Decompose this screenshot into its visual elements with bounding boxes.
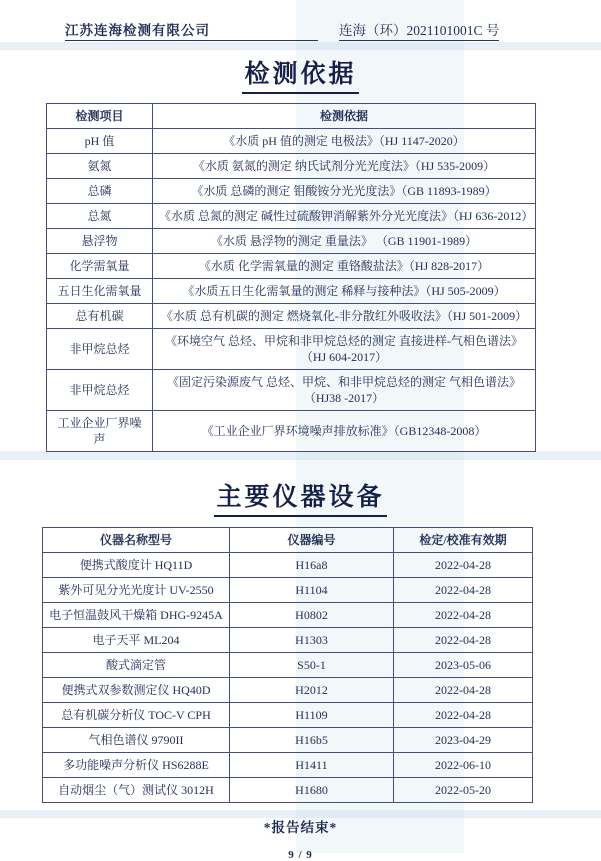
- table-cell-name: 电子天平 ML204: [43, 628, 230, 653]
- document-number: 连海（环）2021101001C 号: [339, 19, 499, 41]
- table-cell-basis: 《水质 总氮的测定 碱性过硫酸钾消解紫外分光光度法》（HJ 636-2012）: [153, 204, 536, 229]
- table-cell-item: 总氮: [47, 204, 153, 229]
- table-cell-item: 化学需氧量: [47, 254, 153, 279]
- table-cell-item: pH 值: [47, 129, 153, 154]
- section-title-main-instruments: 主要仪器设备: [214, 477, 386, 517]
- table-row: [47, 154, 536, 179]
- table-cell-basis: 《水质 化学需氧量的测定 重铬酸盐法》（HJ 828-2017）: [153, 254, 536, 279]
- table-row: [47, 411, 536, 452]
- table-row: [43, 728, 533, 753]
- table-cell-basis: 《水质五日生化需氧量的测定 稀释与接种法》（HJ 505-2009）: [153, 279, 536, 304]
- table-cell-name: 电子恒温鼓风干燥箱 DHG-9245A: [43, 603, 230, 628]
- table-cell-name: 紫外可见分光光度计 UV-2550: [43, 578, 230, 603]
- column-header-instrument-serial: 仪器编号: [230, 528, 394, 553]
- table-cell-basis: 《环境空气 总烃、甲烷和非甲烷总烃的测定 直接进样-气相色谱法》（HJ 604-2017）: [153, 329, 536, 370]
- table-cell-valid: 2022-06-10: [394, 753, 533, 778]
- table-cell-name: 便携式酸度计 HQ11D: [43, 553, 230, 578]
- table-cell-valid: 2022-04-28: [394, 578, 533, 603]
- table-row: [47, 254, 536, 279]
- table-cell-basis: 《水质 总有机碳的测定 燃烧氧化-非分散红外吸收法》（HJ 501-2009）: [153, 304, 536, 329]
- table-row: [43, 628, 533, 653]
- table-cell-serial: H1104: [230, 578, 394, 603]
- table-cell-valid: 2022-04-28: [394, 628, 533, 653]
- table-cell-name: 总有机碳分析仪 TOC-V CPH: [43, 703, 230, 728]
- table-row: [43, 653, 533, 678]
- table-row: [43, 753, 533, 778]
- table-cell-valid: 2022-04-28: [394, 678, 533, 703]
- table-row: [47, 279, 536, 304]
- table-cell-basis: 《水质 氨氮的测定 纳氏试剂分光光度法》（HJ 535-2009）: [153, 154, 536, 179]
- table-cell-item: 非甲烷总烃: [47, 370, 153, 411]
- table-cell-valid: 2022-04-28: [394, 603, 533, 628]
- column-header-instrument-name: 仪器名称型号: [43, 528, 230, 553]
- table-cell-valid: 2022-04-28: [394, 703, 533, 728]
- table-row: [47, 370, 536, 411]
- table-row: [47, 129, 536, 154]
- table-cell-serial: H1411: [230, 753, 394, 778]
- report-end-marker: *报告结束*: [263, 820, 338, 835]
- table-cell-serial: H16a8: [230, 553, 394, 578]
- table-cell-basis: 《固定污染源废气 总烃、甲烷、和非甲烷总烃的测定 气相色谱法》（HJ38 -2017）: [153, 370, 536, 411]
- table-row: [43, 578, 533, 603]
- page-number: 9 / 9: [288, 849, 313, 861]
- table-cell-basis: 《水质 悬浮物的测定 重量法》 （GB 11901-1989）: [153, 229, 536, 254]
- table-header-row: [47, 104, 536, 129]
- table-cell-serial: S50-1: [230, 653, 394, 678]
- table-cell-name: 酸式滴定管: [43, 653, 230, 678]
- table-cell-serial: H1303: [230, 628, 394, 653]
- table-cell-basis: 《水质 总磷的测定 钼酸铵分光光度法》（GB 11893-1989）: [153, 179, 536, 204]
- table-cell-item: 氨氮: [47, 154, 153, 179]
- table-cell-item: 五日生化需氧量: [47, 279, 153, 304]
- table-row: [43, 778, 533, 803]
- table-header-row: [43, 528, 533, 553]
- table-row: [47, 204, 536, 229]
- table-cell-name: 气相色谱仪 9790II: [43, 728, 230, 753]
- column-header-item: 检测项目: [47, 104, 153, 129]
- column-header-calibration-validity: 检定/校准有效期: [394, 528, 533, 553]
- table-cell-name: 多功能噪声分析仪 HS6288E: [43, 753, 230, 778]
- table-row: [43, 678, 533, 703]
- table-cell-serial: H0802: [230, 603, 394, 628]
- table-cell-basis: 《水质 pH 值的测定 电极法》（HJ 1147-2020）: [153, 129, 536, 154]
- table-cell-item: 总有机碳: [47, 304, 153, 329]
- table-row: [47, 304, 536, 329]
- table-cell-serial: H2012: [230, 678, 394, 703]
- table-cell-name: 便携式双参数测定仪 HQ40D: [43, 678, 230, 703]
- table-row: [47, 179, 536, 204]
- table-cell-valid: 2023-04-29: [394, 728, 533, 753]
- instruments-table: [42, 527, 533, 803]
- table-cell-valid: 2022-05-20: [394, 778, 533, 803]
- table-cell-item: 总磷: [47, 179, 153, 204]
- table-cell-serial: H16b5: [230, 728, 394, 753]
- section-title-detection-basis: 检测依据: [242, 54, 358, 94]
- table-cell-item: 悬浮物: [47, 229, 153, 254]
- table-cell-item: 工业企业厂界噪声: [47, 411, 153, 452]
- table-row: [43, 603, 533, 628]
- table-cell-name: 自动烟尘（气）测试仪 3012H: [43, 778, 230, 803]
- table-cell-basis: 《工业企业厂界环境噪声排放标准》（GB12348-2008）: [153, 411, 536, 452]
- table-cell-valid: 2023-05-06: [394, 653, 533, 678]
- table-row: [47, 329, 536, 370]
- table-row: [43, 703, 533, 728]
- table-cell-item: 非甲烷总烃: [47, 329, 153, 370]
- document-header: [0, 0, 601, 42]
- table-cell-valid: 2022-04-28: [394, 553, 533, 578]
- table-row: [47, 229, 536, 254]
- table-row: [43, 553, 533, 578]
- column-header-basis: 检测依据: [153, 104, 536, 129]
- company-name: 江苏连海检测有限公司: [65, 19, 318, 41]
- table-cell-serial: H1680: [230, 778, 394, 803]
- table-cell-serial: H1109: [230, 703, 394, 728]
- detection-basis-table: [46, 103, 536, 452]
